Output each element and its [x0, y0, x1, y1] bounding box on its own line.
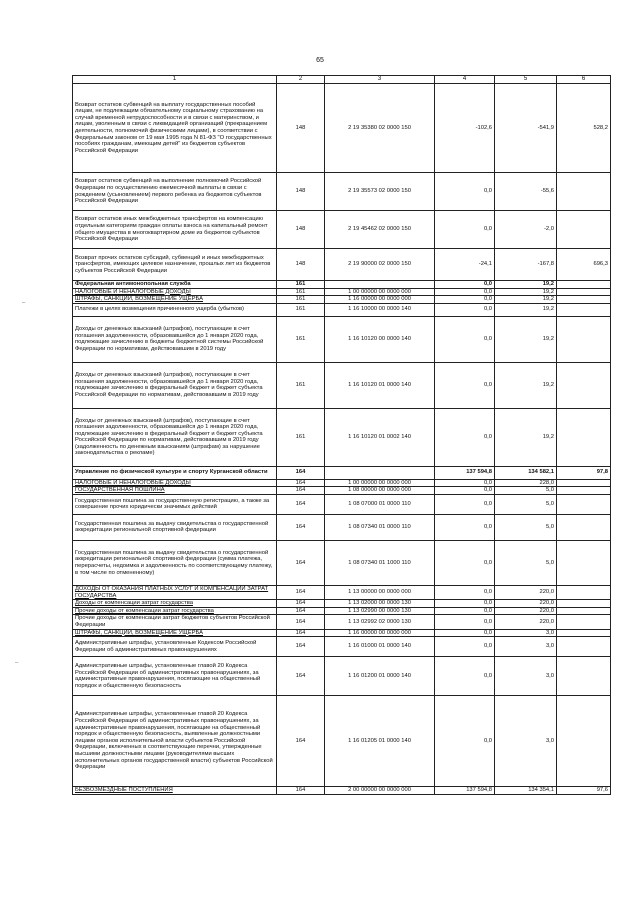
- revenue-table: [72, 75, 611, 795]
- row-budget-code: 1 08 07340 01 1000 110: [325, 540, 435, 585]
- row-name-text: НАЛОГОВЫЕ И НЕНАЛОГОВЫЕ ДОХОДЫ: [75, 479, 191, 486]
- row-value-plan: 137 594,8: [435, 466, 495, 479]
- row-value-actual: 5,0: [495, 487, 557, 495]
- row-value-actual: 19,2: [495, 303, 557, 316]
- row-value-percent: [557, 303, 611, 316]
- row-value-plan: 0,0: [435, 657, 495, 696]
- row-value-plan: 0,0: [435, 479, 495, 487]
- row-value-percent: 696,3: [557, 249, 611, 281]
- row-value-actual: 19,2: [495, 288, 557, 296]
- table-row: [73, 487, 611, 495]
- table-row: [73, 637, 611, 657]
- row-budget-code: 1 13 02000 00 0000 130: [325, 600, 435, 608]
- row-value-percent: [557, 540, 611, 585]
- row-name-text: Возврат остатков субвенций на выполнение полномочий Российской Федерации по осуществлению ежемесячной выплаты в связи с рождением (усыновлением) первого ребенка из бюджетов субъектов Российской Федерации: [75, 178, 262, 205]
- row-value-plan: 0,0: [435, 408, 495, 466]
- row-name: [73, 173, 277, 211]
- row-name: [73, 540, 277, 585]
- row-value-plan: 0,0: [435, 487, 495, 495]
- row-name: [73, 281, 277, 289]
- row-value-actual: -55,6: [495, 173, 557, 211]
- row-value-plan: 0,0: [435, 303, 495, 316]
- row-name-text: Административные штрафы, установленные главой 20 Кодекса Российской Федерации об административных правонарушениях, за административные правонарушения, посягающие на общественный порядок и общественную безопасность, выявленные должностными лицами органов исполнительной власти субъектов Российской Федерации, включенных в соответствующие перечни, утвержденные высшими должностными лицами (руководителями высших исполнительных органов государственной власти) субъектов Российской Федерации: [75, 711, 273, 771]
- table-row: [73, 303, 611, 316]
- row-value-percent: [557, 487, 611, 495]
- row-value-actual: 220,0: [495, 600, 557, 608]
- row-admin-code: 164: [277, 540, 325, 585]
- header-col-3: 3: [325, 76, 435, 84]
- row-value-percent: [557, 408, 611, 466]
- row-value-actual: 19,2: [495, 408, 557, 466]
- header-col-6: 6: [557, 76, 611, 84]
- row-name: [73, 696, 277, 787]
- row-admin-code: 164: [277, 514, 325, 540]
- row-name-text: Управление по физической культуре и спорту Курганской области: [75, 469, 268, 476]
- row-value-percent: [557, 479, 611, 487]
- row-admin-code: 161: [277, 288, 325, 296]
- row-admin-code: 164: [277, 637, 325, 657]
- row-value-percent: 97,8: [557, 466, 611, 479]
- table-row: [73, 173, 611, 211]
- table-row: [73, 362, 611, 408]
- row-name: [73, 408, 277, 466]
- row-value-plan: 0,0: [435, 615, 495, 629]
- row-value-plan: 0,0: [435, 173, 495, 211]
- row-name: [73, 288, 277, 296]
- row-name: [73, 657, 277, 696]
- row-name-text: Государственная пошлина за выдачу свидетельства о государственной аккредитации региональной спортивной федерации: [75, 520, 269, 534]
- row-budget-code: 1 16 01205 01 0000 140: [325, 696, 435, 787]
- row-name: [73, 316, 277, 362]
- table-row: [73, 479, 611, 487]
- row-budget-code: 1 16 10000 00 0000 140: [325, 303, 435, 316]
- row-name: [73, 362, 277, 408]
- row-value-actual: -2,0: [495, 211, 557, 249]
- table-row: [73, 211, 611, 249]
- header-col-1: 1: [73, 76, 277, 84]
- row-value-actual: 3,0: [495, 696, 557, 787]
- row-name: [73, 296, 277, 304]
- margin-tick-mark: –: [22, 300, 26, 306]
- page-number: 65: [316, 57, 324, 64]
- row-name-text: Возврат остатков иных межбюджетных трансфертов на компенсацию отдельным категориям граждан оплаты взноса на капитальный ремонт общего имущества в многоквартирном доме из бюджетов субъектов Российской Федерации: [75, 216, 268, 243]
- row-name: [73, 466, 277, 479]
- row-name-text: Административные штрафы, установленные главой 20 Кодекса Российской Федерации об административных правонарушениях, за административные правонарушения, посягающие на общественный порядок и общественную безопасность: [75, 662, 261, 689]
- row-value-percent: 97,6: [557, 787, 611, 795]
- row-name-text: Доходы от денежных взысканий (штрафов), поступающие в счет погашения задолженности, образовавшейся до 1 января 2020 года, подлежащие зачислению в бюджеты бюджетной системы Российской Федерации по нормативам, действовавшим в 2019 году: [75, 326, 264, 352]
- row-value-actual: 19,2: [495, 296, 557, 304]
- row-value-plan: 0,0: [435, 696, 495, 787]
- row-value-actual: 228,0: [495, 479, 557, 487]
- row-name-text: НАЛОГОВЫЕ И НЕНАЛОГОВЫЕ ДОХОДЫ: [75, 288, 191, 295]
- row-value-percent: [557, 514, 611, 540]
- row-value-plan: 0,0: [435, 211, 495, 249]
- row-value-actual: 5,0: [495, 514, 557, 540]
- row-name-text: Федеральная антимонопольная служба: [75, 281, 191, 287]
- row-name: [73, 84, 277, 173]
- row-budget-code: [325, 281, 435, 289]
- row-name: [73, 787, 277, 795]
- table-row: [73, 408, 611, 466]
- row-budget-code: 2 19 35380 02 0000 150: [325, 84, 435, 173]
- row-name-text: Прочие доходы от компенсации затрат бюджетов субъектов Российской Федерации: [75, 615, 270, 628]
- row-name-text: Доходы от компенсации затрат государства: [75, 600, 193, 607]
- row-admin-code: 164: [277, 629, 325, 637]
- row-admin-code: 164: [277, 479, 325, 487]
- row-value-plan: 0,0: [435, 607, 495, 615]
- row-budget-code: 1 08 07000 01 0000 110: [325, 494, 435, 514]
- row-value-percent: [557, 629, 611, 637]
- row-value-plan: 0,0: [435, 296, 495, 304]
- row-value-percent: [557, 494, 611, 514]
- row-name-text: Административные штрафы, установленные Кодексом Российской Федерации об административных правонарушениях: [75, 640, 257, 653]
- row-admin-code: 161: [277, 316, 325, 362]
- row-value-plan: 0,0: [435, 281, 495, 289]
- row-value-actual: 220,0: [495, 585, 557, 599]
- row-value-percent: [557, 585, 611, 599]
- row-value-percent: [557, 316, 611, 362]
- row-name-text: ШТРАФЫ, САНКЦИИ, ВОЗМЕЩЕНИЕ УЩЕРБА: [75, 629, 204, 636]
- row-admin-code: 164: [277, 466, 325, 479]
- row-name-text: Государственная пошлина за выдачу свидетельства о государственной аккредитации региональной спортивной федерации (сумма платежа, перерасчеты, недоимка и задолженность по соответствующему платежу, в том числе по отмененному): [75, 549, 273, 576]
- row-value-plan: 0,0: [435, 637, 495, 657]
- row-admin-code: 164: [277, 657, 325, 696]
- row-name-text: ГОСУДАРСТВЕННАЯ ПОШЛИНА: [75, 487, 165, 494]
- row-admin-code: 148: [277, 249, 325, 281]
- row-value-plan: 0,0: [435, 540, 495, 585]
- row-value-actual: -541,9: [495, 84, 557, 173]
- row-value-plan: 0,0: [435, 288, 495, 296]
- row-value-percent: [557, 607, 611, 615]
- row-value-actual: 220,0: [495, 615, 557, 629]
- row-value-plan: -102,6: [435, 84, 495, 173]
- row-value-plan: 0,0: [435, 362, 495, 408]
- row-value-percent: 528,2: [557, 84, 611, 173]
- row-value-percent: [557, 600, 611, 608]
- table-row: [73, 466, 611, 479]
- row-budget-code: 2 19 90000 02 0000 150: [325, 249, 435, 281]
- row-budget-code: 1 13 00000 00 0000 000: [325, 585, 435, 599]
- row-name-text: Возврат прочих остатков субсидий, субвенций и иных межбюджетных трансфертов, имеющих целевое назначение, прошлых лет из бюджетов субъектов Российской Федерации: [75, 254, 271, 274]
- row-admin-code: 148: [277, 173, 325, 211]
- row-admin-code: 164: [277, 600, 325, 608]
- table-row: [73, 281, 611, 289]
- row-value-percent: [557, 615, 611, 629]
- row-value-actual: 134 354,1: [495, 787, 557, 795]
- row-admin-code: 164: [277, 585, 325, 599]
- table-row: [73, 296, 611, 304]
- row-admin-code: 161: [277, 408, 325, 466]
- table-row: [73, 316, 611, 362]
- row-budget-code: 2 19 35573 02 0000 150: [325, 173, 435, 211]
- row-value-actual: 220,0: [495, 607, 557, 615]
- row-name-text: Государственная пошлина за государственную регистрацию, а также за совершение прочих юридически значимых действий: [75, 497, 270, 511]
- table-row: [73, 629, 611, 637]
- row-name-text: БЕЗВОЗМЕЗДНЫЕ ПОСТУПЛЕНИЯ: [75, 787, 173, 794]
- table-row: [73, 288, 611, 296]
- row-admin-code: 164: [277, 615, 325, 629]
- row-name: [73, 249, 277, 281]
- row-value-actual: 3,0: [495, 637, 557, 657]
- row-admin-code: 161: [277, 296, 325, 304]
- row-admin-code: 164: [277, 696, 325, 787]
- table-row: [73, 607, 611, 615]
- row-budget-code: 1 08 07340 01 0000 110: [325, 514, 435, 540]
- table-header-row: [73, 76, 611, 84]
- row-budget-code: 1 16 01200 01 0000 140: [325, 657, 435, 696]
- row-name-text: ШТРАФЫ, САНКЦИИ, ВОЗМЕЩЕНИЕ УЩЕРБА: [75, 296, 204, 303]
- row-value-percent: [557, 657, 611, 696]
- row-value-actual: 19,2: [495, 362, 557, 408]
- row-value-actual: 19,2: [495, 281, 557, 289]
- row-budget-code: 1 13 02992 02 0000 130: [325, 615, 435, 629]
- row-name: [73, 514, 277, 540]
- row-value-actual: 134 582,1: [495, 466, 557, 479]
- row-name-text: Платежи в целях возмещения причиненного ущерба (убытков): [75, 306, 244, 313]
- row-name: [73, 211, 277, 249]
- row-admin-code: 161: [277, 362, 325, 408]
- row-budget-code: 1 16 00000 00 0000 000: [325, 296, 435, 304]
- row-value-actual: 19,2: [495, 316, 557, 362]
- row-value-percent: [557, 281, 611, 289]
- table-row: [73, 615, 611, 629]
- row-name-text: Возврат остатков субвенций на выплату государственных пособий лицам, не подлежащим обязательному социальному страхованию на случай временной нетрудоспособности и в связи с материнством, и лицам, уволенным в связи с ликвидацией организаций (прекращением деятельности, полномочий физическими лицами), в соответствии с Федеральным законом от 19 мая 1995 года N 81-ФЗ "О государственных пособиях гражданам, имеющим детей" из бюджетов субъектов Российской Федерации: [75, 101, 272, 154]
- row-value-percent: [557, 696, 611, 787]
- table-row: [73, 540, 611, 585]
- row-admin-code: 164: [277, 494, 325, 514]
- row-budget-code: 2 19 45462 02 0000 150: [325, 211, 435, 249]
- row-budget-code: 1 16 10120 01 0002 140: [325, 408, 435, 466]
- row-value-actual: 5,0: [495, 540, 557, 585]
- row-value-plan: 0,0: [435, 514, 495, 540]
- row-admin-code: 161: [277, 281, 325, 289]
- row-value-actual: 5,0: [495, 494, 557, 514]
- row-value-actual: 3,0: [495, 629, 557, 637]
- row-name: [73, 303, 277, 316]
- row-value-percent: [557, 637, 611, 657]
- row-budget-code: 1 16 00000 00 0000 000: [325, 629, 435, 637]
- row-admin-code: 164: [277, 487, 325, 495]
- row-admin-code: 148: [277, 84, 325, 173]
- table-row: [73, 249, 611, 281]
- row-budget-code: 1 08 00000 00 0000 000: [325, 487, 435, 495]
- row-budget-code: 1 16 10120 01 0000 140: [325, 362, 435, 408]
- row-budget-code: 1 13 02990 00 0000 130: [325, 607, 435, 615]
- row-value-plan: 0,0: [435, 494, 495, 514]
- row-name: [73, 637, 277, 657]
- row-value-percent: [557, 296, 611, 304]
- table-row: [73, 657, 611, 696]
- row-budget-code: 1 16 01000 01 0000 140: [325, 637, 435, 657]
- table-row: [73, 514, 611, 540]
- row-name: [73, 629, 277, 637]
- row-admin-code: 161: [277, 303, 325, 316]
- row-value-percent: [557, 173, 611, 211]
- header-col-5: 5: [495, 76, 557, 84]
- table-row: [73, 787, 611, 795]
- row-admin-code: 164: [277, 607, 325, 615]
- row-admin-code: 148: [277, 211, 325, 249]
- row-value-plan: 0,0: [435, 629, 495, 637]
- row-name-text: Прочие доходы от компенсации затрат государства: [75, 607, 214, 614]
- table-row: [73, 696, 611, 787]
- row-value-plan: 137 594,8: [435, 787, 495, 795]
- header-col-4: 4: [435, 76, 495, 84]
- row-value-plan: 0,0: [435, 316, 495, 362]
- row-value-percent: [557, 211, 611, 249]
- table-row: [73, 585, 611, 599]
- row-name-text: Доходы от денежных взысканий (штрафов), поступающие в счет погашения задолженности, образовавшейся до 1 января 2020 года, подлежащие зачислению в федеральный бюджет и бюджет субъекта Российской Федерации по нормативам, действовавшим в 2019 году: [75, 372, 263, 398]
- row-value-percent: [557, 362, 611, 408]
- header-col-2: 2: [277, 76, 325, 84]
- row-name: [73, 585, 277, 599]
- row-budget-code: 1 00 00000 00 0000 000: [325, 288, 435, 296]
- row-name: [73, 607, 277, 615]
- row-name-text: ДОХОДЫ ОТ ОКАЗАНИЯ ПЛАТНЫХ УСЛУГ И КОМПЕНСАЦИИ ЗАТРАТ ГОСУДАРСТВА: [75, 585, 269, 599]
- row-name: [73, 479, 277, 487]
- row-name-text: Доходы от денежных взысканий (штрафов), поступающие в счет погашения задолженности, образовавшейся до 1 января 2020 года, подлежащие зачислению в федеральный бюджет и бюджет субъекта Российской Федерации по нормативам, действовавшим в 2019 году (задолженность по денежным взысканиям (штрафам) за нарушение законодательства о рекламе): [75, 417, 263, 457]
- table-row: [73, 494, 611, 514]
- row-value-actual: -167,8: [495, 249, 557, 281]
- row-budget-code: 1 00 00000 00 0000 000: [325, 479, 435, 487]
- row-name: [73, 494, 277, 514]
- row-name: [73, 487, 277, 495]
- row-name: [73, 615, 277, 629]
- row-value-plan: -24,1: [435, 249, 495, 281]
- table-row: [73, 600, 611, 608]
- table-row: [73, 84, 611, 173]
- row-budget-code: 1 16 10120 00 0000 140: [325, 316, 435, 362]
- row-admin-code: 164: [277, 787, 325, 795]
- row-value-plan: 0,0: [435, 585, 495, 599]
- row-budget-code: [325, 466, 435, 479]
- row-budget-code: 2 00 00000 00 0000 000: [325, 787, 435, 795]
- row-name: [73, 600, 277, 608]
- row-value-plan: 0,0: [435, 600, 495, 608]
- row-value-actual: 3,0: [495, 657, 557, 696]
- row-value-percent: [557, 288, 611, 296]
- margin-tick-mark: –: [15, 660, 19, 666]
